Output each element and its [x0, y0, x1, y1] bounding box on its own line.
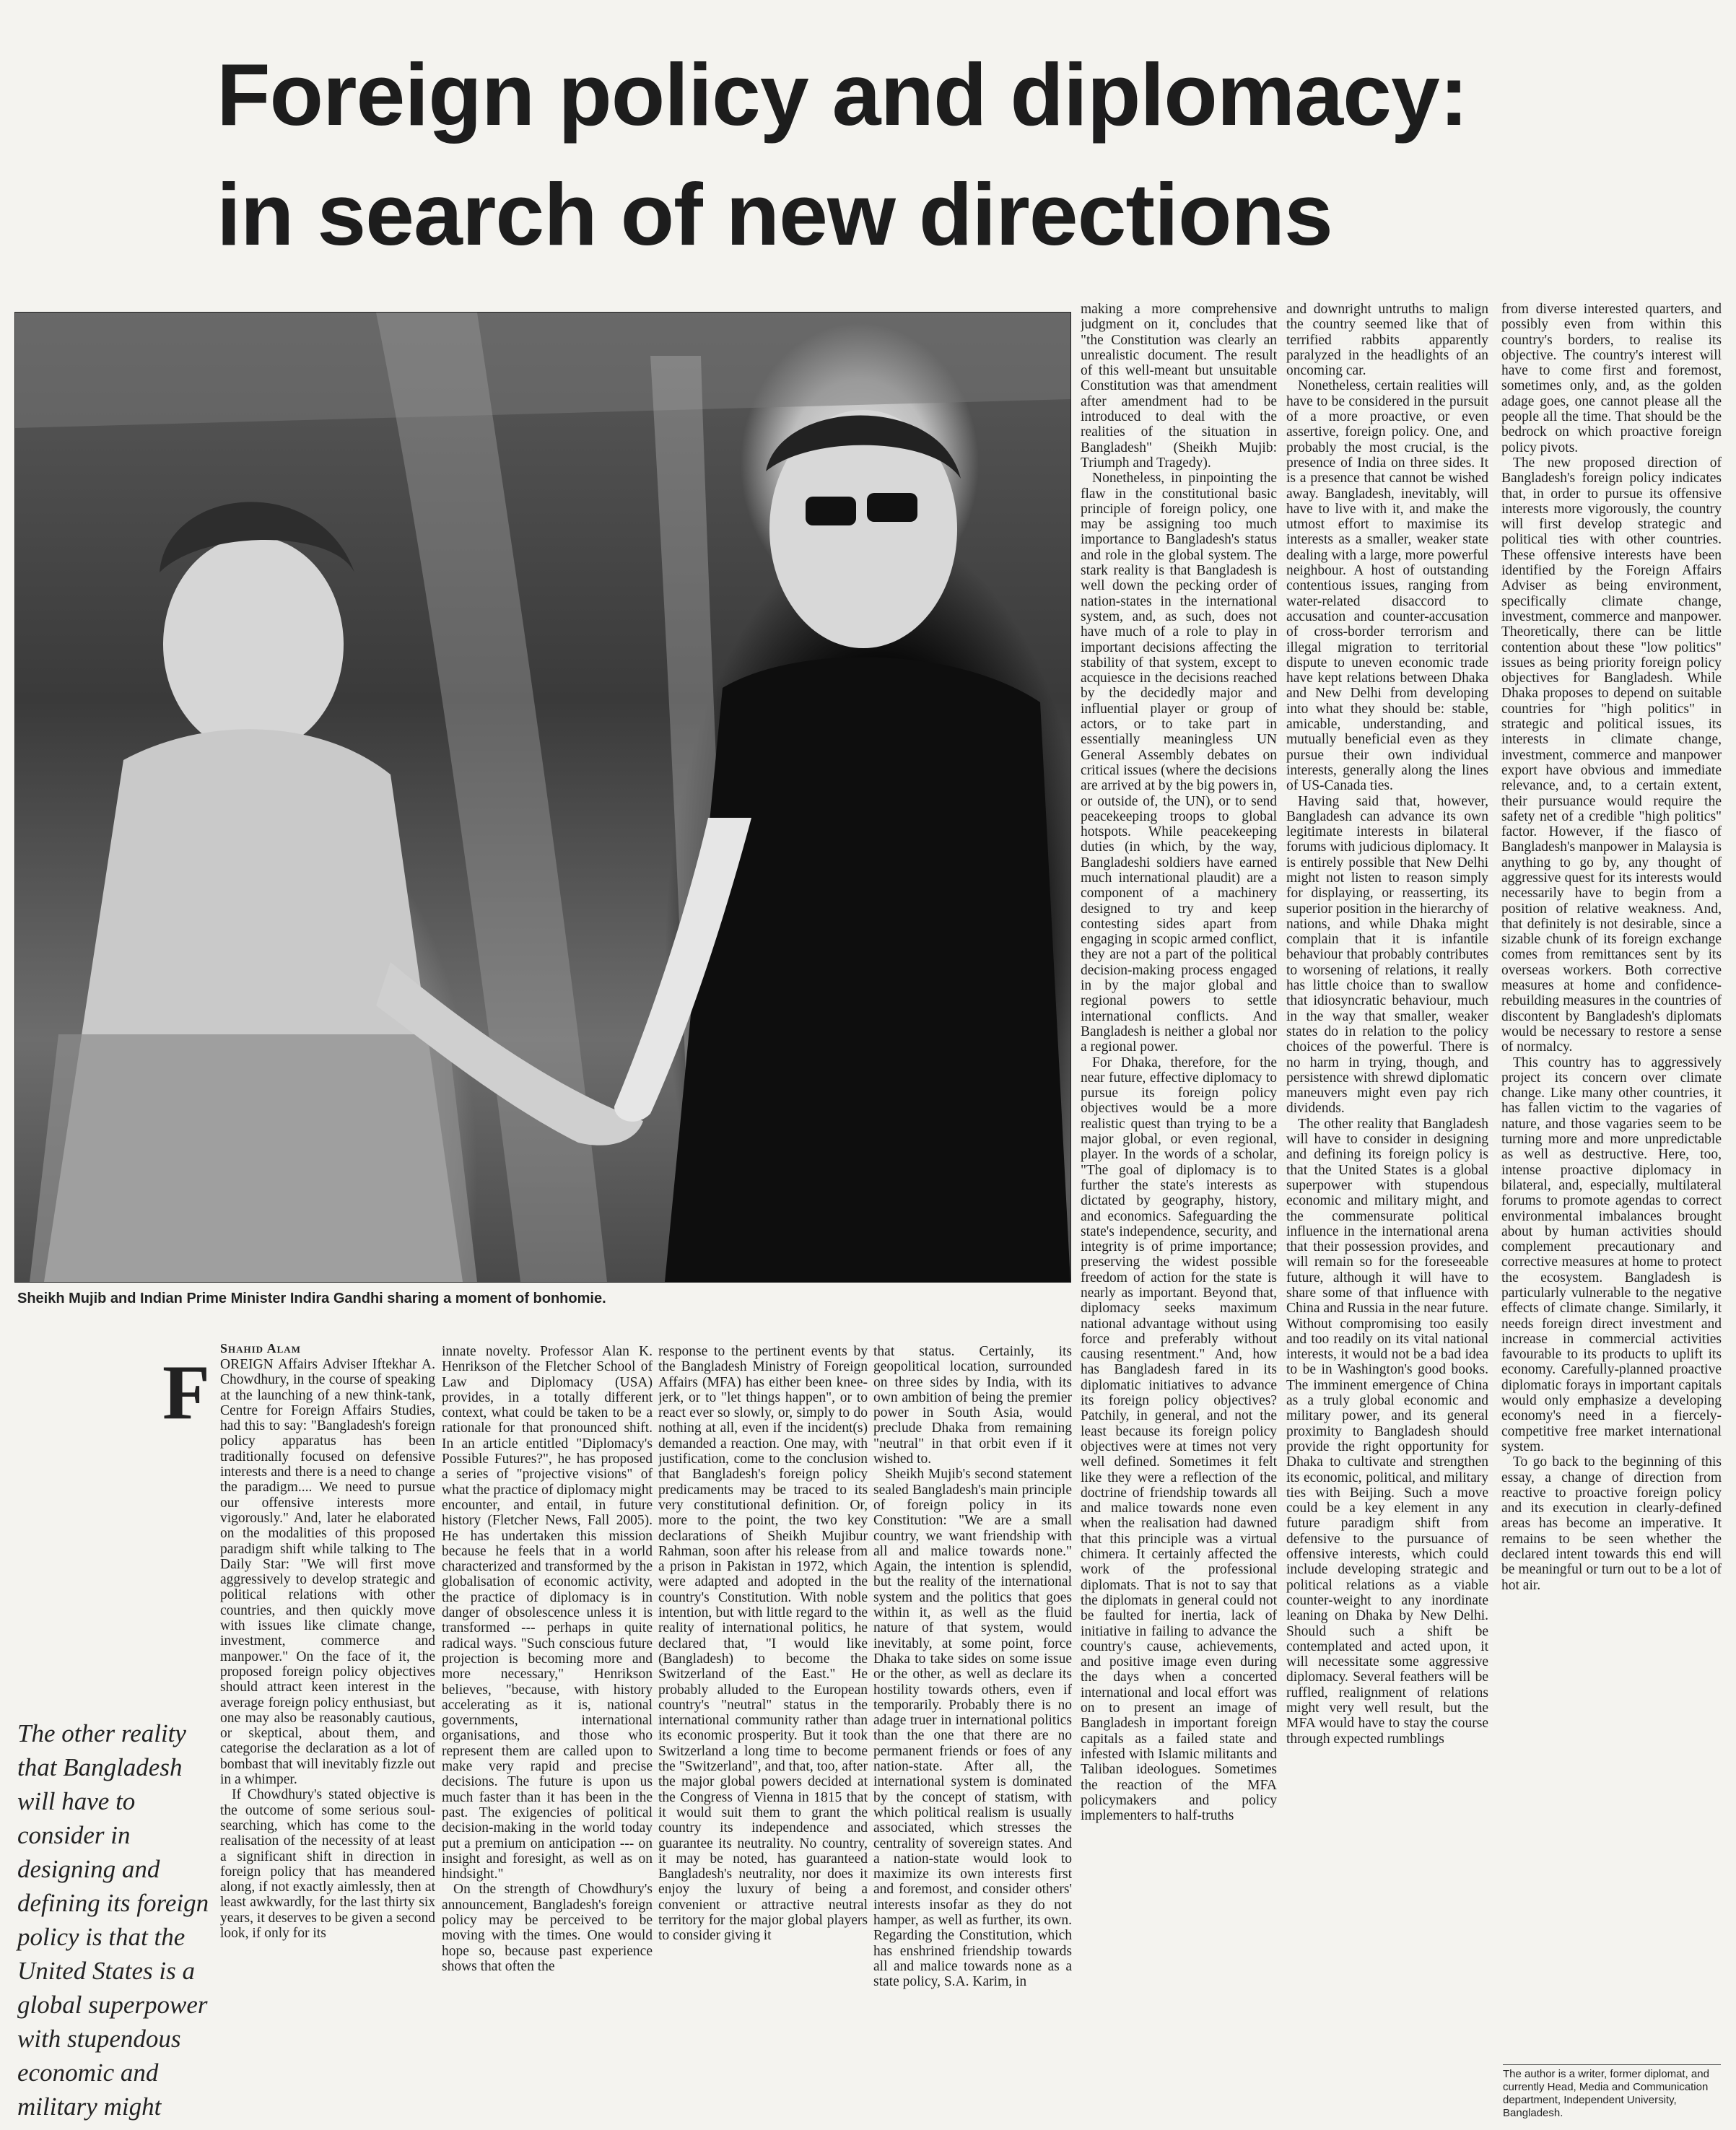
paragraph: from diverse interested quarters, and possibly even from within this country's borders, to realise its objective. The country's interest will have to come first and foremost, sometimes only, and, as the golden adage goes, one cannot please all the people all the time. That should be the bedrock on which proactive foreign policy pivots. — [1501, 302, 1722, 455]
paragraph: response to the pertinent events by the Bangladesh Ministry of Foreign Affairs (MFA) has either been knee-jerk, or to "let things happen", or to react ever so slowly, or, simply to do nothing at all, even if the incident(s) demanded a reaction. One may, with justification, come to the conclusion that Bangladesh's foreign policy predicaments may be traced to its very constitutional definition. Or, more to the point, the two key declarations of Sheikh Mujibur Rahman, soon after his release from a prison in Pakistan in 1972, which were adapted and adopted in the country's Constitution. With noble intention, but with little regard to the reality of international politics, he declared that, "I would like (Bangladesh) to become the Switzerland of the East." He probably alluded to the European country's "neutral" status in the international community rather than its economic prosperity. But it took Switzerland a long time to become the "Switzerland", and that, too, after the major global powers decided at the Congress of Vienna in 1815 that it would suit them to grant the country its independence and guarantee its neutrality. No country, it may be noted, has guaranteed Bangladesh's neutrality, nor does it enjoy the luxury of being a convenient or attractive neutral territory for the major global players to consider giving it — [658, 1344, 868, 1944]
paragraph: and downright untruths to malign the country seemed like that of terrified rabbits apparently paralyzed in the headlights of an oncoming car. — [1286, 302, 1488, 379]
paragraph: The new proposed direction of Bangladesh's foreign policy indicates that, in order to pursue its offensive interests more vigorously, the country will first develop strategic and political ties with other countries. These offensive interests have been identified by the Foreign Affairs Adviser as being environment, specifically climate change, investment, commerce and manpower. Theoretically, there can be little contention about these "low politics" issues as being priority foreign policy objectives for Bangladesh. While Dhaka proposes to depend on suitable countries for "high politics" in strategic and political issues, its interests in climate change, investment, commerce and manpower export have obvious and immediate relevance, and, to a certain extent, their pursuance would require the safety net of a credible "high politics" factor. However, if the fiasco of Bangladesh's manpower in Malaysia is anything to go by, any thought of aggressive quest for its interests would necessarily have to begin from a position of relative weakness. And, that definitely is not desirable, since a sizable chunk of its foreign exchange comes from remittances sent by its overseas workers. Both corrective measures at home and confidence-rebuilding measures in the countries of discontent by Bangladesh's diplomats would be necessary to restore a sense of normalcy. — [1501, 455, 1722, 1055]
paragraph: Sheikh Mujib's second statement sealed Bangladesh's main principle of foreign policy in its Constitution: "We are a small country, we want friendship with all and malice towards none." Again, the intention is splendid, but the reality of the international system and the politics that goes within it, as well as the fluid nature of that system, would inevitably, at some point, force Dhaka to take sides on some issue or the other, as well as declare its hostility towards others, even if temporarily. Probably there is no adage truer in international politics than the one that there are no permanent friends or foes of any nation-state. After all, the international system is dominated by the concept of statism, with which political realism is usually associated, which stresses the centrality of sovereign states. And a nation-state would look to maximize its own interests first and foremost, and consider others' interests insofar as they do not hamper, as well as further, its own. Regarding the Constitution, which has enshrined friendship towards all and malice towards none as a state policy, S.A. Karim, in — [873, 1467, 1072, 1990]
pull-quote: The other reality that Bangladesh will have to consider in designing and defining its foreign policy is that the United States is a global superpower with stupendous economic and military might — [17, 1719, 209, 2121]
drop-cap: F — [162, 1350, 210, 1436]
article-column-1 — [220, 1357, 435, 2108]
paragraph: On the strength of Chowdhury's announcement, Bangladesh's foreign policy may be perceived to be moving with the times. One would hope so, because past experience shows that often the — [442, 1882, 653, 1974]
paragraph: making a more comprehensive judgment on it, concludes that "the Constitution was clearly an unrealistic document. The result of this well-meant but unsuitable Constitution was that amendment after amendment had to be introduced to deal with the realities of the situation in Bangladesh" (Sheikh Mujib: Triumph and Tragedy). — [1081, 302, 1277, 471]
byline: Shahid Alam — [220, 1341, 301, 1356]
paragraph: that status. Certainly, its geopolitical location, surrounded on three sides by India, with its own ambition of being the premier power in South Asia, would preclude Dhaka from remaining "neutral" in that orbit even if it wished to. — [873, 1344, 1072, 1467]
article-column-5 — [1081, 302, 1277, 2106]
paragraph: Having said that, however, Bangladesh can advance its own legitimate interests in bilateral forums with judicious diplomacy. It is entirely possible that New Delhi might not listen to reason simply for displaying, or reasserting, its superior position in the hierarchy of nations, and while Dhaka might complain that it is infantile behaviour that probably contributes to worsening of relations, it really has little choice than to swallow that idiosyncratic behaviour, much in the way that smaller, weaker states do in relation to the policy choices of the powerful. There is no harm in trying, though, and persistence with shrewd diplomatic maneuvers might even pay rich dividends. — [1286, 793, 1488, 1117]
photo-illustration — [15, 313, 1070, 1282]
photo-caption: Sheikh Mujib and Indian Prime Minister Indira Gandhi sharing a moment of bonhomie. — [17, 1291, 606, 1306]
paragraph: This country has to aggressively project its concern over climate change. Like many other countries, it has fallen victim to the vagaries of nature, and those vagaries seem to be turning more and more unpredictable as well as destructive. Here, too, intense proactive diplomacy in bilateral, and, especially, multilateral forums to promote agendas to correct environmental imbalances brought about by human activities should complement precautionary and corrective measures at home to protect the ecosystem. Bangladesh is particularly vulnerable to the negative effects of climate change. Similarly, it needs foreign direct investment and increase in commercial activities favourable to its products to uplift its economy. Carefully-planned proactive diplomatic forays in important capitals would only emphasize a developing economy's need in a fiercely-competitive free market international system. — [1501, 1055, 1722, 1454]
headline-line-2: in search of new directions — [217, 165, 1332, 263]
article-column-3 — [658, 1344, 868, 2111]
paragraph: Nonetheless, certain realities will have to be considered in the pursuit of a more proactive, or even assertive, foreign policy. One, and probably the most crucial, is the presence of India on three sides. It is a presence that cannot be wished away. Bangladesh, inevitably, will have to live with it, and make the utmost effort to maximise its interests as a smaller, weaker state dealing with a large, more powerful neighbour. A host of outstanding contentious issues, ranging from water-related disaccord to accusation and counter-accusation of cross-border terrorism and illegal migration to territorial dispute to uneven economic trade have kept relations between Dhaka and New Delhi from developing into what they should be: stable, amicable, understanding, and mutually beneficial even as they pursue their own individual interests, generally along the lines of US-Canada ties. — [1286, 378, 1488, 794]
article-column-7 — [1501, 302, 1722, 2059]
news-photo — [14, 312, 1071, 1283]
paragraph: Nonetheless, in pinpointing the flaw in the constitutional basic principle of foreign policy, one may be assigning too much importance to Bangladesh's status and role in the global system. The stark reality is that Bangladesh is well down the pecking order of nation-states in the international system, and, as such, does not have much of a role to play in important decisions affecting the stability of that system, except to acquiesce in the decisions reached by the decidedly major and influential player or group of actors, or to take part in essentially meaningless UN General Assembly debates on critical issues (where the decisions are arrived at by the big powers in, or outside of, the UN), or to send peacekeeping troops to global hotspots. While peacekeeping duties (in which, by the way, Bangladeshi soldiers have earned much international plaudit) are a component of a machinery designed to try and keep contesting sides apart from engaging in scopic armed conflict, they are not a part of the political decision-making process engaged in by the major global and regional powers to settle international conflicts. And Bangladesh is neither a global nor a regional power. — [1081, 471, 1277, 1055]
paragraph: For Dhaka, therefore, for the near future, effective diplomacy to pursue its foreign policy objectives would be a more realistic quest than trying to be a major global, or even regional, player. In the words of a scholar, "The goal of diplomacy is to further the state's interests as dictated by geography, history, and economics. Safeguarding the state's independence, security, and integrity is of prime importance; preserving the widest possible freedom of action for the state is nearly as important. Beyond that, diplomacy seeks maximum national advantage without using force and preferably without causing resentment." And, how has Bangladesh fared in its diplomatic initiatives to advance its foreign policy objectives? Patchily, in general, and not the least because its foreign policy objectives were at times not very well defined. Sometimes it felt like they were a reflection of the doctrine of friendship towards all and malice towards none even when the realisation had dawned that this principle was a virtual chimera. It certainly affected the work of the professional diplomats. That is not to say that the diplomats in general could not be faulted for inertia, lack of initiative in failing to advance the country's cause, achievements, and positive image even during the days when a concerted international and local effort was on to present an image of Bangladesh in important foreign capitals as a failed state and infested with Islamic militants and Taliban ideologues. Sometimes the reaction of the MFA policymakers and policy implementers to half-truths — [1081, 1055, 1277, 1824]
paragraph: OREIGN Affairs Adviser Iftekhar A. Chowdhury, in the course of speaking at the launching of a new think-tank, Centre for Foreign Affairs Studies, had this to say: "Bangladesh's foreign policy apparatus has been traditionally focused on defensive interests and there is a need to change the paradigm.... We need to pursue our offensive interests more vigorously." And, later he elaborated on the modalities of this proposed paradigm shift while talking to The Daily Star: "We will first move aggressively to develop strategic and political relations with other countries, and then quickly move with issues like climate change, investment, commerce and manpower." On the face of it, the proposed foreign policy objectives should attract keen interest in the average foreign policy enthusiast, but one may also be reasonably cautious, or skeptical, about them, and categorise the declaration as a lot of bombast that will inevitably fizzle out in a whimper. — [220, 1357, 435, 1788]
paragraph: If Chowdhury's stated objective is the outcome of some serious soul-searching, which has come to the realisation of the necessity of at least a significant shift in direction in foreign policy that has meandered along, if not exactly aimlessly, then at least awkwardly, for the last thirty six years, it deserves to be given a second look, if only for its — [220, 1787, 435, 1941]
paragraph: To go back to the beginning of this essay, a change of direction from reactive to proactive foreign policy and its execution in clearly-defined areas has become an imperative. It remains to be seen whether the declared intent towards this end will be meaningful or turn out to be a lot of hot air. — [1501, 1454, 1722, 1593]
paragraph: The other reality that Bangladesh will have to consider in designing and defining its foreign policy is that the United States is a global superpower with stupendous economic and military might, and the commensurate political influence in the international arena that their possession provides, and will remain so for the foreseeable future, although it will have to share some of that influence with China and Russia in the near future. Without compromising too easily and too readily on its vital national interests, it would not be a bad idea to be in Washington's good books. The imminent emergence of China as a truly global economic and military power, and its general proximity to Bangladesh should provide the right opportunity for Dhaka to cultivate and strengthen its economic, political, and military ties with Beijing. Such a move could be a key element in any future paradigm shift from defensive to the pursuance of offensive interests, which could include developing strategic and political relations as a viable counter-weight to any inordinate leaning on Dhaka by New Delhi. Should such a shift be contemplated and acted upon, it will necessitate some aggressive diplomacy. Several feathers will be ruffled, realignment of relations might very well result, but the MFA would have to stay the course through expected rumblings — [1286, 1116, 1488, 1747]
paragraph: innate novelty. Professor Alan K. Henrikson of the Fletcher School of Law and Diplomacy (USA) provides, in a totally different context, what could be taken to be a rationale for that pronounced shift. In an article entitled "Diplomacy's Possible Futures?", he has proposed a series of "projective visions" of what the practice of diplomacy might encounter, and entail, in future history (Fletcher News, Fall 2005). He has undertaken this mission because he feels that in a world characterized and transformed by the globalisation of economic activity, the practice of diplomacy is in danger of obsolescence unless it is transformed --- perhaps in quite radical ways. "Such conscious future projection is becoming more and more necessary," Henrikson believes, "because, with history accelerating as it is, national governments, international organisations, and those who represent them are called upon to make very rapid and precise decisions. The future is upon us much faster than it has been in the past. The exigencies of political decision-making in the world today put a premium on anticipation --- on insight and foresight, as well as on hindsight." — [442, 1344, 653, 1882]
author-bio: The author is a writer, former diplomat, and currently Head, Media and Communication department, Independent University, Bangladesh. — [1503, 2064, 1721, 2120]
article-column-2 — [442, 1344, 653, 2111]
article-column-6 — [1286, 302, 1488, 2106]
headline — [217, 35, 1732, 274]
article-column-4 — [873, 1344, 1072, 2111]
headline-line-1: Foreign policy and diplomacy: — [217, 45, 1468, 144]
